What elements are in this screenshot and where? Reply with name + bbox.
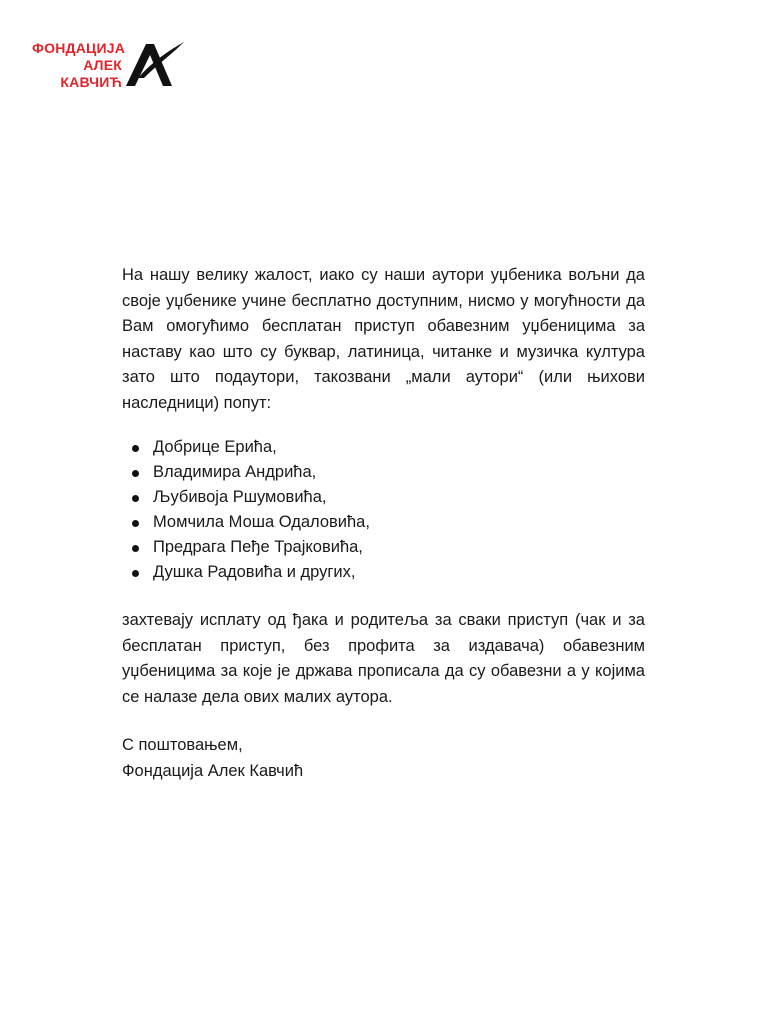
demand-paragraph: захтевају исплату од ђака и родитеља за сваки приступ (чак и за бесплатан приступ, без профита за издавача) обавезним уџбеницима за које је држава прописала да су обавезни а у којима се налазе дела ових малих аутора. (122, 611, 645, 706)
list-item (122, 560, 645, 585)
logo-a-swoosh-icon (124, 38, 186, 90)
bullet-icon (132, 470, 139, 477)
salutation: С поштовањем, (122, 736, 243, 754)
closing-block (122, 732, 645, 784)
list-item (122, 535, 645, 560)
signature: Фондација Алек Кавчић (122, 762, 304, 780)
logo-a-shape (126, 44, 172, 86)
author-name: Момчила Моша Одаловића, (153, 513, 370, 531)
author-name: Душка Радовића и других, (153, 563, 356, 581)
bullet-icon (132, 545, 139, 552)
bullet-icon (132, 445, 139, 452)
list-item (122, 510, 645, 535)
letter-body (122, 263, 645, 784)
author-name: Владимира Андрића, (153, 463, 317, 481)
logo-wordmark (32, 40, 126, 91)
bullet-icon (132, 495, 139, 502)
list-item (122, 460, 645, 485)
list-item (122, 435, 645, 460)
list-item (122, 485, 645, 510)
bullet-icon (132, 570, 139, 577)
author-name: Предрага Пеђе Трајковића, (153, 538, 363, 556)
bullet-icon (132, 520, 139, 527)
intro-paragraph: На нашу велику жалост, иако су наши аутори уџбеника вољни да своје уџбенике учине бесплатно доступним, нисмо у могућности да Вам омогућимо бесплатан приступ обавезним уџбеницима за наставу као што су буквар, латиница, читанке и музичка култура зато што подаутори, такозвани „мали аутори“ (или њихови наследници) попут: (122, 266, 645, 412)
author-name: Љубивоја Ршумовића, (153, 488, 327, 506)
logo-line-3: КАВЧИЋ (60, 74, 122, 90)
authors-list (122, 435, 645, 585)
author-name: Добрице Ерића, (153, 438, 277, 456)
foundation-logo (32, 38, 192, 94)
logo-line-1: ФОНДАЦИЈА (32, 40, 126, 56)
logo-line-2: АЛЕК (83, 57, 122, 73)
